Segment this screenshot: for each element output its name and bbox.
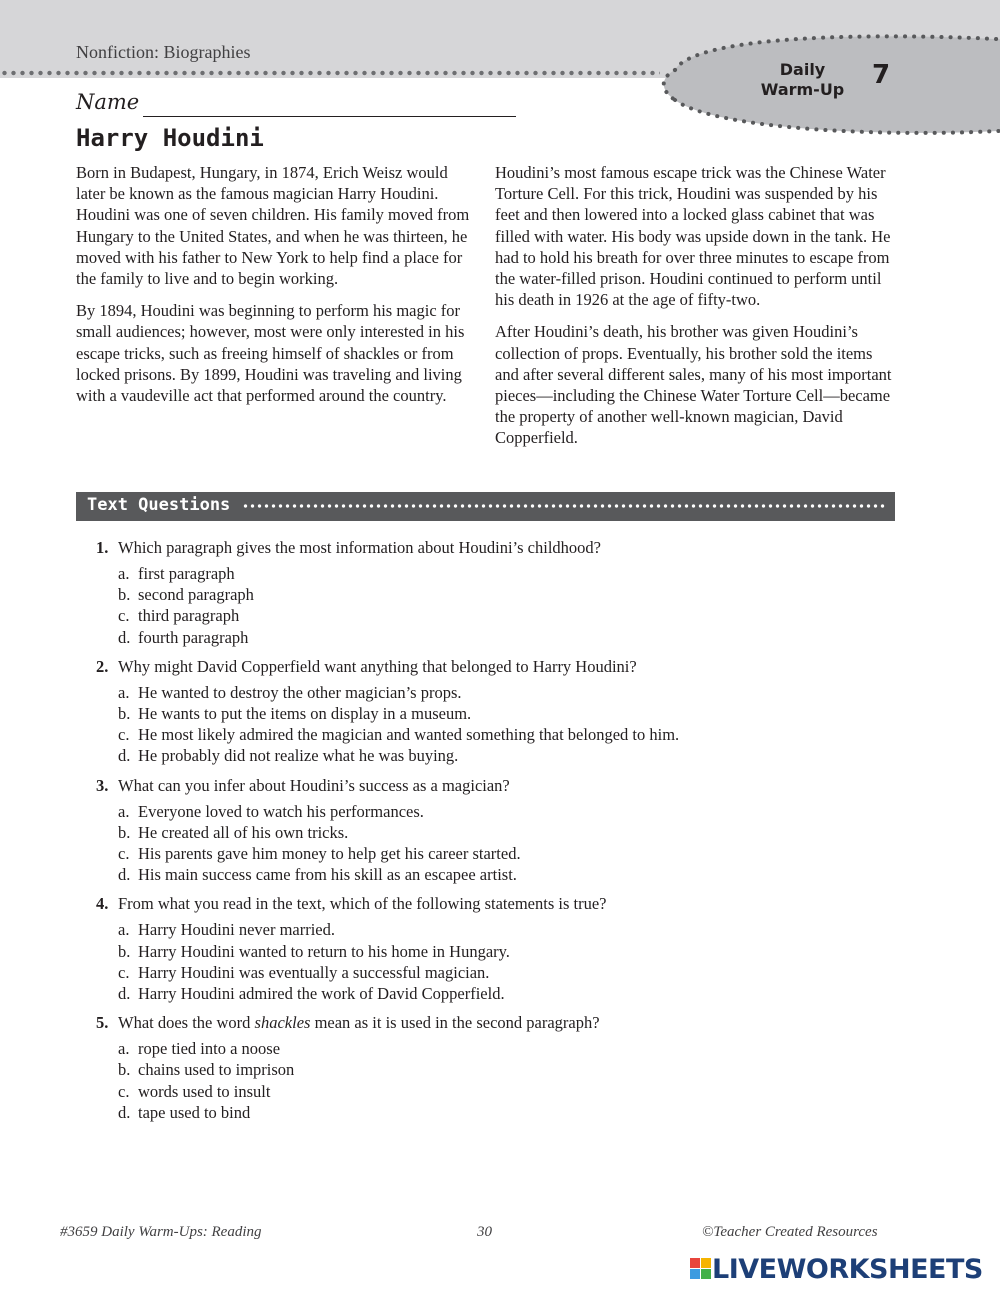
question-stem	[96, 656, 896, 677]
passage-right-column	[495, 162, 900, 460]
choice-text: He most likely admired the magician and wanted something that belonged to him.	[138, 725, 680, 745]
liveworksheets-wordmark: LIVEWORKSHEETS	[712, 1254, 983, 1285]
choice-b[interactable]	[118, 822, 896, 843]
header-dotted-leader	[242, 503, 887, 509]
badge-line-2: Warm-Up	[760, 80, 845, 99]
choice-text: Harry Houdini was eventually a successful magician.	[138, 962, 490, 982]
question-number: 3.	[96, 775, 109, 795]
name-label: Name	[76, 90, 140, 114]
choice-b[interactable]	[118, 584, 896, 605]
choice-letter: a.	[118, 1039, 130, 1059]
question-number: 5.	[96, 1013, 109, 1033]
footer-page-number: 30	[477, 1224, 492, 1240]
choice-text: third paragraph	[138, 606, 240, 626]
question-stem	[96, 537, 896, 558]
choice-d[interactable]	[118, 864, 896, 885]
section-label: Nonfiction: Biographies	[76, 42, 251, 62]
question-stem	[96, 775, 896, 796]
choice-a[interactable]	[118, 801, 896, 822]
paragraph-1: Born in Budapest, Hungary, in 1874, Erich Weisz would later be known as the famous magician Harry Houdini. Houdini was one of seven children. His family moved from Hungary to the United States, and when he was thirteen, he moved with his father to New York to help find a place for the family to live and to begin working.	[76, 163, 470, 289]
choice-text: His parents gave him money to help get his career started.	[138, 844, 521, 864]
choice-text: second paragraph	[138, 585, 254, 605]
choice-d[interactable]	[118, 983, 896, 1004]
choice-letter: d.	[118, 627, 131, 647]
choice-text: words used to insult	[138, 1081, 271, 1101]
choice-d[interactable]	[118, 627, 896, 648]
badge-line-1: Daily	[779, 60, 826, 79]
choice-text: Harry Houdini admired the work of David Copperfield.	[138, 984, 505, 1004]
question-2	[96, 656, 896, 767]
text-questions-title: Text Questions	[87, 495, 231, 515]
choice-text: He created all of his own tricks.	[138, 822, 349, 842]
choice-a[interactable]	[118, 682, 896, 703]
choice-c[interactable]	[118, 1081, 896, 1102]
choice-letter: c.	[118, 1081, 130, 1101]
question-list	[96, 537, 896, 1131]
question-text-end: mean as it is used in the second paragraph?	[310, 1013, 600, 1033]
choice-text: His main success came from his skill as an escapee artist.	[138, 865, 517, 885]
question-stem	[96, 1012, 896, 1033]
choice-d[interactable]	[118, 1102, 896, 1123]
question-text: From what you read in the text, which of the following statements is true?	[118, 894, 607, 914]
choice-letter: b.	[118, 822, 131, 842]
question-number: 2.	[96, 656, 109, 676]
question-text: What does the word	[118, 1013, 255, 1033]
choice-letter: c.	[118, 962, 130, 982]
choice-text: He probably did not realize what he was buying.	[138, 746, 459, 766]
choice-c[interactable]	[118, 724, 896, 745]
choice-letter: c.	[118, 725, 130, 745]
question-text: Which paragraph gives the most information about Houdini’s childhood?	[118, 538, 601, 557]
question-number: 1.	[96, 538, 109, 557]
question-keyword: shackles	[254, 1013, 311, 1033]
choice-letter: c.	[118, 606, 130, 626]
warm-up-number: 7	[872, 60, 891, 90]
choice-text: tape used to bind	[138, 1102, 251, 1122]
choice-d[interactable]	[118, 745, 896, 766]
question-3	[96, 775, 896, 886]
choice-text: first paragraph	[138, 564, 235, 583]
question-text: What can you infer about Houdini’s success as a magician?	[118, 775, 510, 795]
choice-letter: a.	[118, 801, 130, 821]
choice-letter: b.	[118, 941, 131, 961]
choice-letter: d.	[118, 746, 131, 766]
choice-letter: c.	[118, 844, 130, 864]
name-field-line[interactable]	[143, 116, 516, 117]
passage-left-column	[76, 162, 476, 417]
choice-text: Harry Houdini wanted to return to his home in Hungary.	[138, 941, 510, 961]
header-dotted-rule	[0, 69, 660, 77]
liveworksheets-grid-icon	[690, 1258, 712, 1280]
question-4	[96, 893, 896, 1004]
choice-b[interactable]	[118, 703, 896, 724]
paragraph-3: Houdini’s most famous escape trick was the Chinese Water Torture Cell. For this trick, Houdini was suspended by his feet and then lowered into a locked glass cabinet that was filled with water. His body was upside down in the tank. He had to hold his breath for over three minutes to escape from the water-filled prison. Houdini continued to perform until his death in 1926 at the age of fifty-two.	[495, 163, 891, 310]
badge-label	[755, 60, 850, 100]
passage-title: Harry Houdini	[76, 124, 264, 152]
choice-letter: a.	[118, 920, 130, 940]
choice-letter: d.	[118, 984, 131, 1004]
choice-text: rope tied into a noose	[138, 1039, 281, 1059]
choice-c[interactable]	[118, 962, 896, 983]
question-stem	[96, 893, 896, 914]
choice-letter: b.	[118, 585, 131, 605]
choice-c[interactable]	[118, 843, 896, 864]
choice-text: chains used to imprison	[138, 1060, 295, 1080]
choice-text: Everyone loved to watch his performances.	[138, 801, 424, 821]
choice-letter: b.	[118, 704, 131, 724]
choice-letter: d.	[118, 1102, 131, 1122]
question-text: Why might David Copperfield want anything that belonged to Harry Houdini?	[118, 656, 637, 676]
choice-b[interactable]	[118, 1059, 896, 1080]
choice-a[interactable]	[118, 563, 896, 584]
text-questions-header	[76, 492, 895, 521]
footer-book-title: #3659 Daily Warm-Ups: Reading	[60, 1224, 262, 1240]
choice-a[interactable]	[118, 1038, 896, 1059]
question-5	[96, 1012, 896, 1123]
choice-letter: d.	[118, 865, 131, 885]
choice-text: He wants to put the items on display in a museum.	[138, 704, 472, 724]
choice-c[interactable]	[118, 605, 896, 626]
question-1	[96, 537, 896, 648]
choice-letter: a.	[118, 564, 130, 583]
choice-text: He wanted to destroy the other magician’s props.	[138, 682, 462, 702]
choice-b[interactable]	[118, 941, 896, 962]
choice-letter: b.	[118, 1060, 131, 1080]
question-number: 4.	[96, 894, 109, 914]
paragraph-2: By 1894, Houdini was beginning to perform his magic for small audiences; however, most were only interested in his escape tricks, such as freeing himself of shackles or from locked prisons. By 1899, Houdini was traveling and living with a vaudeville act that performed around the country.	[76, 301, 465, 406]
choice-letter: a.	[118, 682, 130, 702]
liveworksheets-logo	[690, 1254, 990, 1286]
choice-a[interactable]	[118, 919, 896, 940]
paragraph-4: After Houdini’s death, his brother was given Houdini’s collection of props. Eventually, his brother sold the items and after several different sales, many of his most important pieces—including the Chinese Water Torture Cell—became the property of another well-known magician, David Copperfield.	[495, 322, 892, 448]
footer-copyright: ©Teacher Created Resources	[702, 1224, 878, 1240]
choice-text: fourth paragraph	[138, 627, 249, 647]
choice-text: Harry Houdini never married.	[138, 920, 336, 940]
